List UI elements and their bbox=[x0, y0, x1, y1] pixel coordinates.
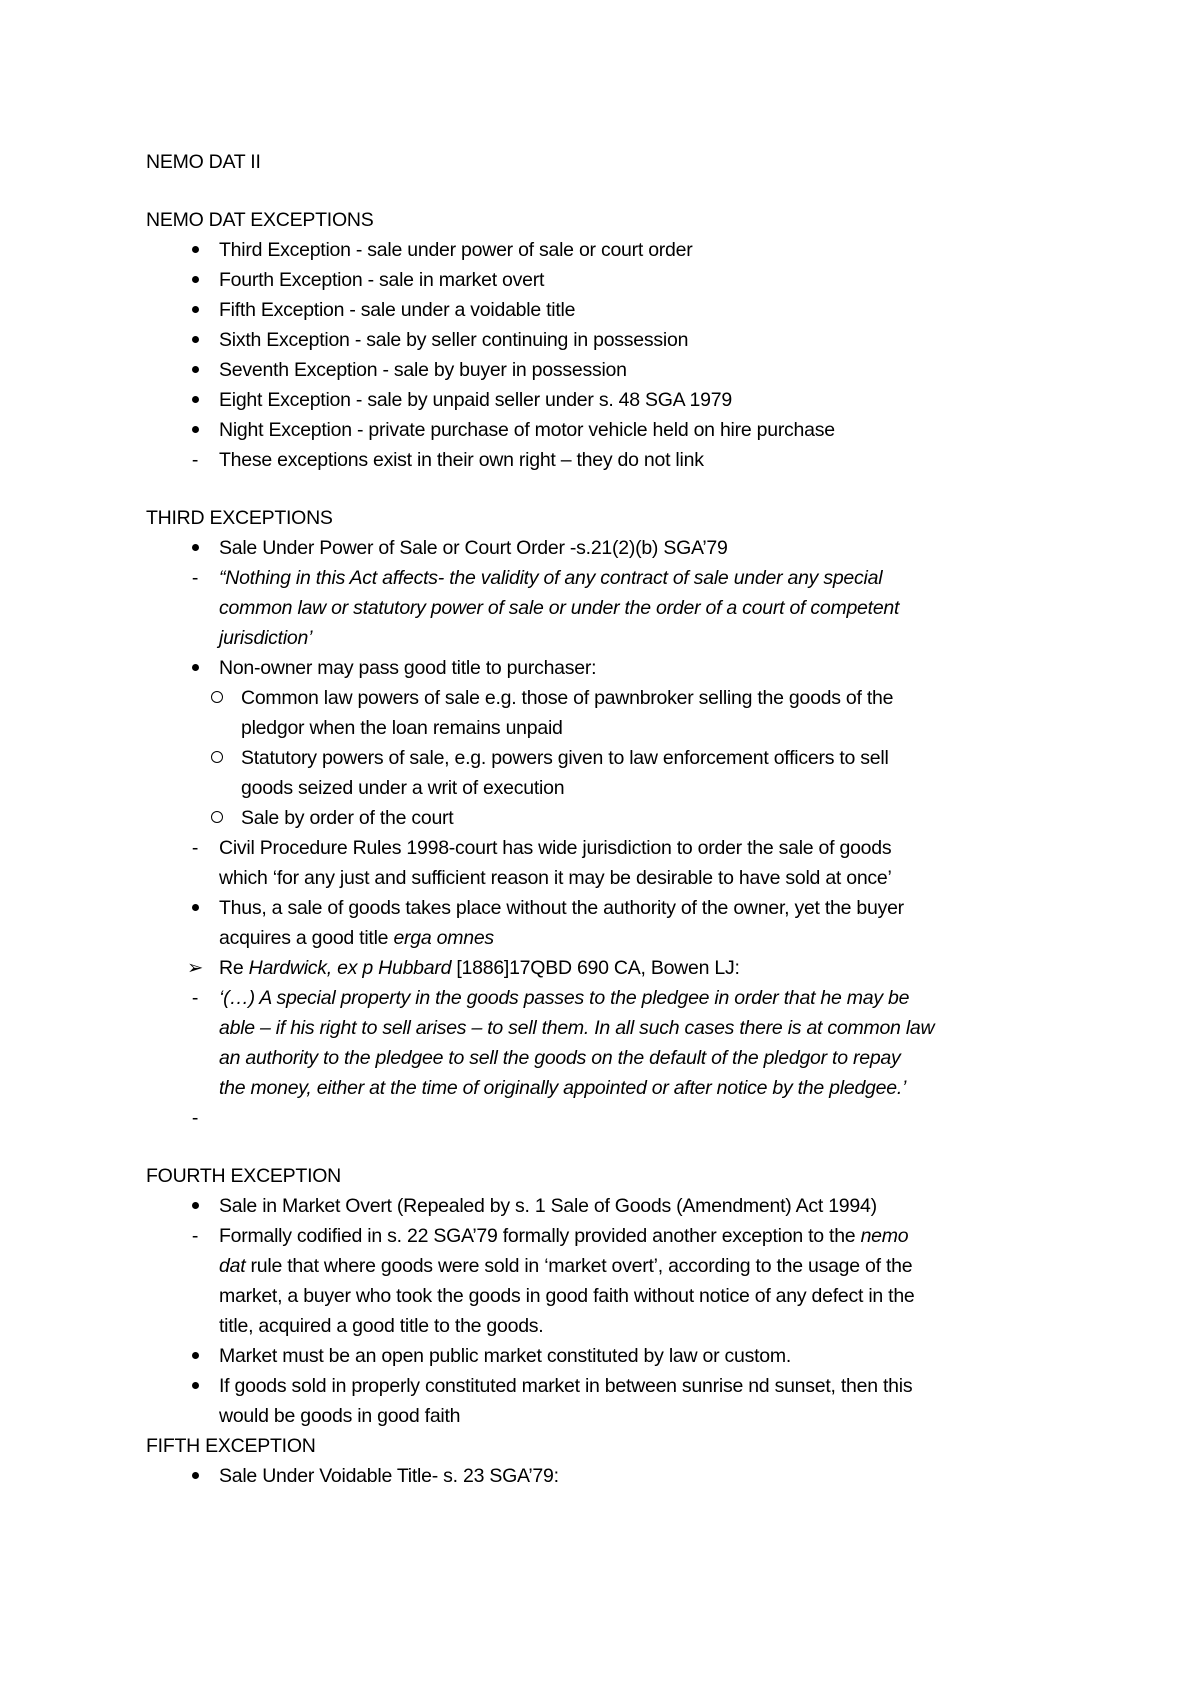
bullet-icon bbox=[184, 893, 206, 923]
dash-icon: - bbox=[191, 449, 199, 471]
section-heading-third: THIRD EXCEPTIONS bbox=[146, 507, 333, 529]
list-item: Non-owner may pass good title to purchaser: bbox=[146, 653, 1066, 683]
sub-list-continuation: goods seized under a writ of execution bbox=[241, 777, 565, 799]
dash-item: - Civil Procedure Rules 1998-court has wide jurisdiction to order the sale of goods bbox=[146, 833, 1066, 863]
bullet-icon bbox=[184, 355, 206, 385]
case-quote-continuation: an authority to the pledgee to sell the goods on the default of the pledgor to repay bbox=[219, 1047, 901, 1069]
dash-item: - Formally codified in s. 22 SGA’79 formally provided another exception to the nemo bbox=[146, 1221, 1066, 1251]
quote-continuation: common law or statutory power of sale or under the order of a court of competent bbox=[219, 597, 900, 619]
document-body bbox=[146, 147, 1066, 1491]
bullet-icon bbox=[184, 295, 206, 325]
list-item: Fifth Exception - sale under a voidable title bbox=[146, 295, 1066, 325]
list-item: Night Exception - private purchase of motor vehicle held on hire purchase bbox=[146, 415, 1066, 445]
case-quote-continuation: the money, either at the time of originally appointed or after notice by the pledgee.’ bbox=[219, 1077, 907, 1099]
bullet-icon bbox=[184, 325, 206, 355]
list-item: Sale in Market Overt (Repealed by s. 1 Sale of Goods (Amendment) Act 1994) bbox=[146, 1191, 1066, 1221]
case-quote-continuation: able – if his right to sell arises – to sell them. In all such cases there is at common law bbox=[219, 1017, 935, 1039]
dash-item-continuation: which ‘for any just and sufficient reason it may be desirable to have sold at once’ bbox=[219, 867, 892, 889]
dash-item-continuation: title, acquired a good title to the goods. bbox=[219, 1315, 544, 1337]
bullet-icon bbox=[184, 1191, 206, 1221]
dash-icon: - bbox=[191, 837, 199, 859]
bullet-icon bbox=[184, 1341, 206, 1371]
bullet-icon bbox=[184, 653, 206, 683]
list-item: Eight Exception - sale by unpaid seller under s. 48 SGA 1979 bbox=[146, 385, 1066, 415]
list-item: Sale Under Power of Sale or Court Order -s.21(2)(b) SGA’79 bbox=[146, 533, 1066, 563]
bullet-icon bbox=[184, 235, 206, 265]
circle-bullet-icon bbox=[206, 803, 228, 833]
list-item: Thus, a sale of goods takes place without the authority of the owner, yet the buyer bbox=[146, 893, 1066, 923]
sub-list-item: Sale by order of the court bbox=[146, 803, 1066, 833]
bullet-icon bbox=[184, 415, 206, 445]
sub-list-item: Common law powers of sale e.g. those of pawnbroker selling the goods of the bbox=[146, 683, 1066, 713]
bullet-icon bbox=[184, 265, 206, 295]
bullet-icon bbox=[184, 385, 206, 415]
dash-icon: - bbox=[191, 1107, 199, 1129]
list-item: Sale Under Voidable Title- s. 23 SGA’79: bbox=[146, 1461, 1066, 1491]
bullet-icon bbox=[184, 1371, 206, 1401]
arrow-bullet-icon: ➢ bbox=[186, 957, 204, 979]
dash-icon: - bbox=[191, 987, 199, 1009]
list-item: Market must be an open public market constituted by law or custom. bbox=[146, 1341, 1066, 1371]
document-title: NEMO DAT II bbox=[146, 151, 261, 173]
dash-icon: - bbox=[191, 1225, 199, 1247]
list-item: Seventh Exception - sale by buyer in possession bbox=[146, 355, 1066, 385]
list-item-continuation: would be goods in good faith bbox=[219, 1405, 461, 1427]
list-item: If goods sold in properly constituted market in between sunrise nd sunset, then this bbox=[146, 1371, 1066, 1401]
quote-continuation: jurisdiction’ bbox=[219, 627, 313, 649]
list-item: Third Exception - sale under power of sale or court order bbox=[146, 235, 1066, 265]
list-item-continuation: acquires a good title erga omnes bbox=[219, 927, 494, 949]
section-heading-fifth: FIFTH EXCEPTION bbox=[146, 1435, 316, 1457]
dash-item: - These exceptions exist in their own right – they do not link bbox=[146, 445, 1066, 475]
sub-list-item: Statutory powers of sale, e.g. powers given to law enforcement officers to sell bbox=[146, 743, 1066, 773]
list-item: Sixth Exception - sale by seller continuing in possession bbox=[146, 325, 1066, 355]
dash-item-continuation: market, a buyer who took the goods in good faith without notice of any defect in the bbox=[219, 1285, 915, 1307]
sub-list-continuation: pledgor when the loan remains unpaid bbox=[241, 717, 563, 739]
circle-bullet-icon bbox=[206, 743, 228, 773]
case-quote-item: - ‘(…) A special property in the goods passes to the pledgee in order that he may be bbox=[146, 983, 1066, 1013]
list-item: Fourth Exception - sale in market overt bbox=[146, 265, 1066, 295]
circle-bullet-icon bbox=[206, 683, 228, 713]
empty-dash-item bbox=[146, 1103, 1066, 1133]
section-heading-fourth: FOURTH EXCEPTION bbox=[146, 1165, 341, 1187]
quote-item: - “Nothing in this Act affects- the validity of any contract of sale under any special bbox=[146, 563, 1066, 593]
dash-item-continuation: dat rule that where goods were sold in ‘market overt’, according to the usage of the bbox=[219, 1255, 913, 1277]
dash-icon: - bbox=[191, 567, 199, 589]
bullet-icon bbox=[184, 1461, 206, 1491]
bullet-icon bbox=[184, 533, 206, 563]
case-item: ➢ Re Hardwick, ex p Hubbard [1886]17QBD 690 CA, Bowen LJ: bbox=[146, 953, 1066, 983]
section-heading-exceptions: NEMO DAT EXCEPTIONS bbox=[146, 209, 374, 231]
